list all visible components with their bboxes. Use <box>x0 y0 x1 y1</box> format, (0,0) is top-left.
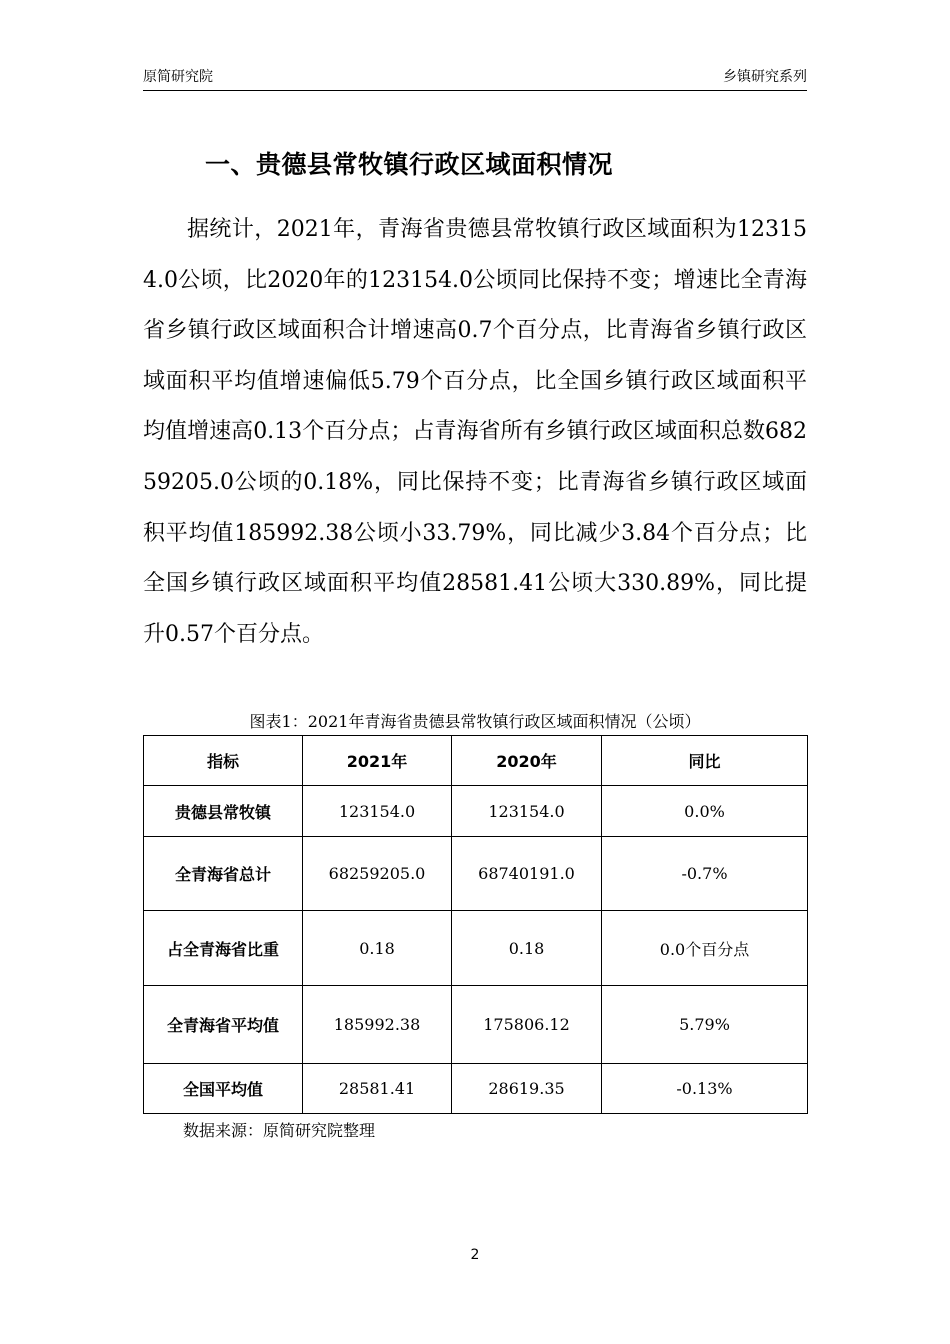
column-header: 同比 <box>602 736 808 786</box>
cell-value: 5.79% <box>602 986 808 1064</box>
column-header: 指标 <box>144 736 303 786</box>
page-number: 2 <box>470 1247 480 1263</box>
cell-value: 123154.0 <box>452 786 602 837</box>
row-label: 占全青海省比重 <box>144 911 303 986</box>
header-series: 乡镇研究系列 <box>723 69 807 85</box>
cell-value: -0.7% <box>602 837 808 911</box>
table-header-row <box>144 736 808 786</box>
table-row <box>144 786 808 837</box>
table-row <box>144 837 808 911</box>
section-title: 一、贵德县常牧镇行政区域面积情况 <box>205 150 614 179</box>
row-label: 全国平均值 <box>144 1064 303 1114</box>
table-row <box>144 1064 808 1114</box>
cell-value: 0.0% <box>602 786 808 837</box>
column-header: 2021年 <box>303 736 452 786</box>
table-row <box>144 986 808 1064</box>
table-caption: 图表1：2021年青海省贵德县常牧镇行政区域面积情况（公顷） <box>249 712 701 731</box>
body-paragraph: 据统计，2021年，青海省贵德县常牧镇行政区域面积为123154.0公顷，比2020年的123154.0公顷同比保持不变；增速比全青海省乡镇行政区域面积合计增速高0.7个百分点，比青海省乡镇行政区域面积平均值增速偏低5.79个百分点，比全国乡镇行政区域面积平均值增速高0.13个百分点；占青海省所有乡镇行政区域面积总数68259205.0公顷的0.18%，同比保持不变；比青海省乡镇行政区域面积平均值185992.38公顷小33.79%，同比减少3.84个百分点；比全国乡镇行政区域面积平均值28581.41公顷大330.89%，同比提升0.57个百分点。 <box>143 217 807 647</box>
cell-value: 0.18 <box>303 911 452 986</box>
cell-value: 28619.35 <box>452 1064 602 1114</box>
cell-value: 0.18 <box>452 911 602 986</box>
header-org: 原简研究院 <box>143 69 213 85</box>
cell-value: 175806.12 <box>452 986 602 1064</box>
cell-value: 68740191.0 <box>452 837 602 911</box>
cell-value: -0.13% <box>602 1064 808 1114</box>
cell-value: 68259205.0 <box>303 837 452 911</box>
cell-value: 0.0个百分点 <box>602 911 808 986</box>
cell-value: 28581.41 <box>303 1064 452 1114</box>
data-source: 数据来源：原简研究院整理 <box>183 1121 376 1140</box>
page-header <box>143 64 807 91</box>
table-row <box>144 911 808 986</box>
column-header: 2020年 <box>452 736 602 786</box>
row-label: 全青海省总计 <box>144 837 303 911</box>
cell-value: 185992.38 <box>303 986 452 1064</box>
cell-value: 123154.0 <box>303 786 452 837</box>
row-label: 贵德县常牧镇 <box>144 786 303 837</box>
data-table <box>143 735 808 1114</box>
row-label: 全青海省平均值 <box>144 986 303 1064</box>
